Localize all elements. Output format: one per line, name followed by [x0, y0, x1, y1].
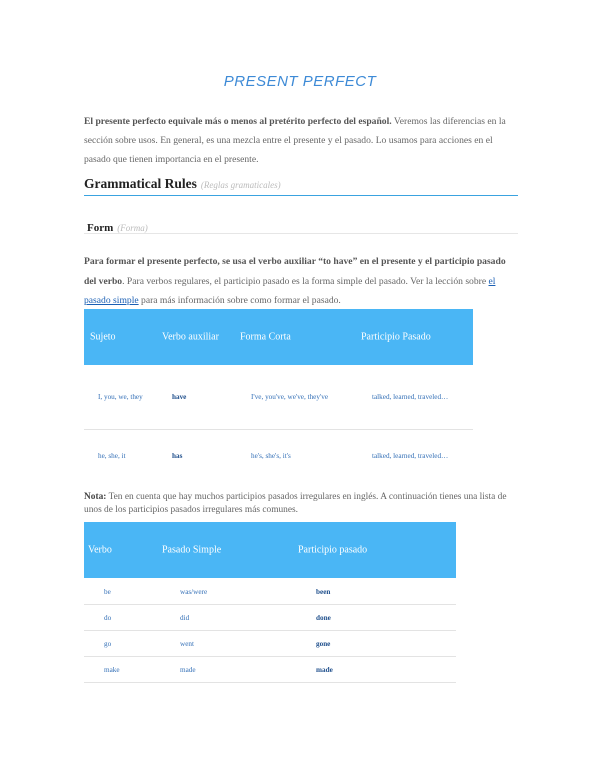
cell-pasado: did	[180, 613, 190, 622]
cell-auxiliar: have	[172, 393, 187, 401]
table-row	[84, 605, 456, 631]
note-text: Ten en cuenta que hay muchos participios pasados irregulares en inglés. A continuación tienes una lista de unos de los participios pasados irregulares más comunes.	[84, 492, 507, 515]
intro-text: Veremos las diferencias en la sección sobre usos. En general, es una mezcla entre el presente y el pasado. Lo usamos para acciones en el pasado que tienen importancia en el presente.	[84, 116, 506, 165]
cell-sujeto: I, you, we, they	[98, 393, 143, 401]
section-title: Grammatical Rules	[84, 176, 197, 191]
table-row	[84, 657, 456, 683]
section-heading-grammatical-rules	[84, 175, 518, 196]
cell-forma-corta: he's, she's, it's	[251, 452, 291, 460]
cell-forma-corta: I've, you've, we've, they've	[251, 393, 329, 401]
table-row	[84, 365, 473, 430]
table-row	[84, 631, 456, 657]
cell-verbo: be	[104, 587, 111, 596]
subsection-heading-form	[84, 218, 518, 234]
header-verbo-auxiliar: Verbo auxiliar	[162, 331, 219, 343]
cell-pasado: was/were	[180, 587, 208, 596]
header-pasado-simple: Pasado Simple	[162, 544, 222, 556]
header-participio: Participio pasado	[298, 544, 368, 556]
intro-paragraph	[84, 112, 518, 169]
note-paragraph	[84, 491, 518, 517]
section-subtitle: (Reglas gramaticales)	[200, 180, 281, 190]
cell-auxiliar: has	[172, 452, 183, 460]
subsection-title: Form	[87, 222, 114, 234]
form-text-1: . Para verbos regulares, el participio pasado es la forma simple del pasado. Ver la lección sobre	[122, 275, 489, 287]
header-forma-corta: Forma Corta	[240, 331, 291, 343]
cell-participio: talked, learned, traveled…	[372, 452, 449, 460]
cell-participio: done	[316, 613, 331, 622]
irregular-verbs-table-header	[84, 522, 456, 578]
cell-participio: been	[316, 587, 331, 596]
cell-pasado: made	[180, 665, 196, 674]
table-row	[84, 579, 456, 605]
cell-participio: gone	[316, 639, 331, 648]
subsection-subtitle: (Forma)	[117, 223, 148, 233]
header-sujeto: Sujeto	[90, 331, 116, 343]
header-verbo: Verbo	[88, 544, 112, 556]
cell-verbo: do	[104, 613, 112, 622]
table-row	[84, 430, 473, 482]
form-text-2: para más información sobre como formar el pasado.	[138, 295, 341, 306]
cell-sujeto: he, she, it	[98, 452, 126, 460]
intro-bold-text: El presente perfecto equivale más o menos al pretérito perfecto del español.	[84, 116, 392, 127]
header-participio-pasado: Participio Pasado	[361, 331, 431, 343]
note-label: Nota:	[84, 492, 107, 502]
form-bold-text: Para formar el presente perfecto, se usa el verbo auxiliar “to have” en el presente y el participio pasado del verbo	[84, 256, 506, 287]
conjugation-table-header	[84, 309, 473, 365]
cell-participio: made	[316, 665, 333, 674]
cell-participio: talked, learned, traveled…	[372, 393, 449, 401]
cell-pasado: went	[180, 639, 194, 648]
cell-verbo: make	[104, 665, 120, 674]
form-paragraph	[84, 252, 518, 311]
page-title: PRESENT PERFECT	[223, 73, 377, 90]
cell-verbo: go	[104, 639, 112, 648]
pasado-simple-link[interactable]: el pasado simple	[84, 275, 496, 306]
